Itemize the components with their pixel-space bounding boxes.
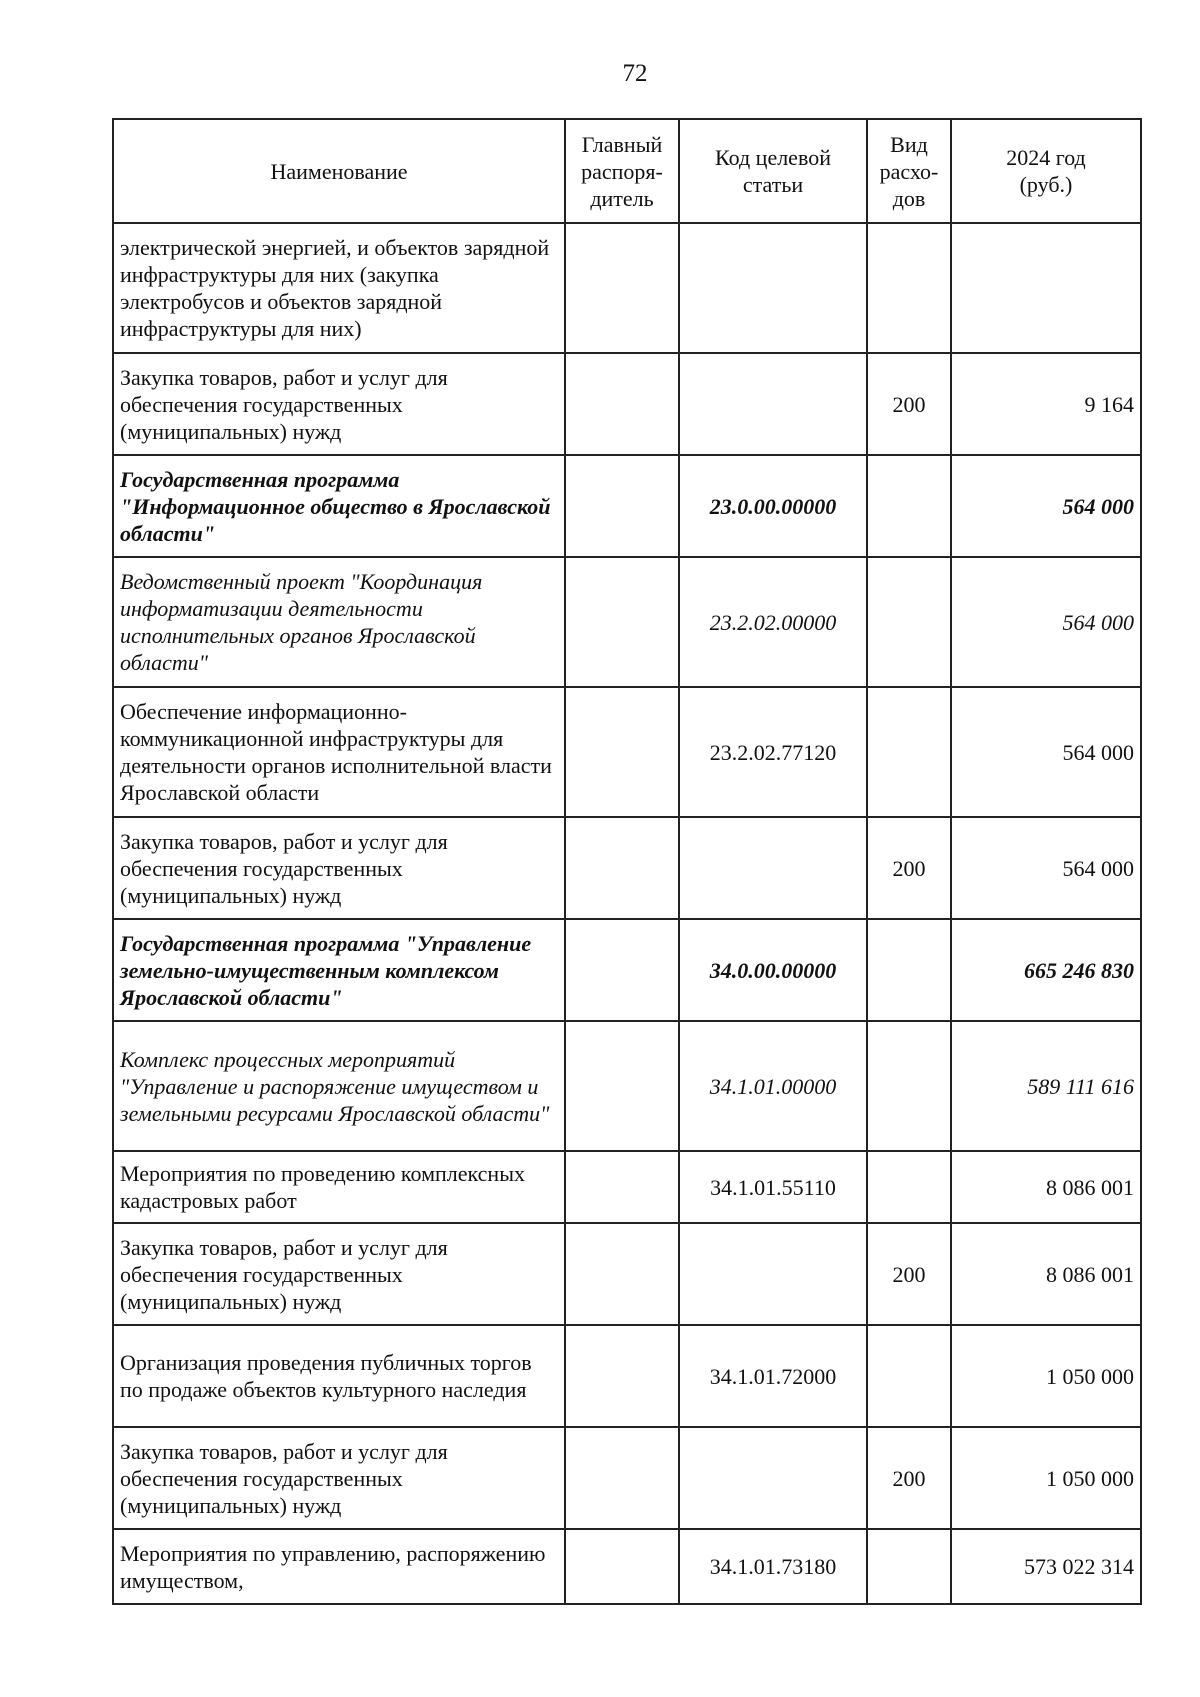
row-code-cell: 23.2.02.00000 <box>679 557 867 687</box>
row-amount-cell: 8 086 001 <box>951 1151 1141 1223</box>
row-manager-cell <box>565 817 679 919</box>
row-amount-cell: 8 086 001 <box>951 1223 1141 1325</box>
row-name-cell: Закупка товаров, работ и услуг для обеспечения государственных (муниципальных) нужд <box>113 1223 565 1325</box>
row-manager-cell <box>565 919 679 1021</box>
row-kind-cell <box>867 1151 951 1223</box>
header-kind: Вид расхо- дов <box>867 119 951 223</box>
row-manager-cell <box>565 1021 679 1151</box>
row-manager-cell <box>565 1223 679 1325</box>
table-row <box>113 1021 1141 1151</box>
row-amount-cell: 589 111 616 <box>951 1021 1141 1151</box>
row-code-cell: 34.1.01.72000 <box>679 1325 867 1427</box>
row-kind-cell: 200 <box>867 1427 951 1529</box>
page-number: 72 <box>622 60 648 87</box>
table-row <box>113 223 1141 353</box>
row-amount-cell: 564 000 <box>951 687 1141 817</box>
row-amount-cell: 1 050 000 <box>951 1325 1141 1427</box>
row-manager-cell <box>565 1427 679 1529</box>
row-code-cell: 34.0.00.00000 <box>679 919 867 1021</box>
header-name: Наименование <box>113 119 565 223</box>
row-amount-cell: 665 246 830 <box>951 919 1141 1021</box>
header-manager: Главный распоря- дитель <box>565 119 679 223</box>
row-name-cell: Ведомственный проект "Координация информатизации деятельности исполнительных органов Ярославской области" <box>113 557 565 687</box>
row-kind-cell <box>867 919 951 1021</box>
row-manager-cell <box>565 353 679 455</box>
row-manager-cell <box>565 557 679 687</box>
table-row <box>113 687 1141 817</box>
row-manager-cell <box>565 1151 679 1223</box>
row-kind-cell <box>867 455 951 557</box>
row-amount-cell: 573 022 314 <box>951 1529 1141 1604</box>
table-row <box>113 919 1141 1021</box>
row-name-cell: Государственная программа "Информационное общество в Ярославской области" <box>113 455 565 557</box>
table-header-row <box>113 119 1141 223</box>
row-manager-cell <box>565 455 679 557</box>
row-amount-cell: 1 050 000 <box>951 1427 1141 1529</box>
row-amount-cell: 564 000 <box>951 817 1141 919</box>
row-code-cell <box>679 223 867 353</box>
row-name-cell: Мероприятия по проведению комплексных кадастровых работ <box>113 1151 565 1223</box>
budget-table <box>112 118 1142 1605</box>
row-code-cell <box>679 1427 867 1529</box>
row-kind-cell <box>867 687 951 817</box>
row-name-cell: Закупка товаров, работ и услуг для обеспечения государственных (муниципальных) нужд <box>113 817 565 919</box>
row-kind-cell <box>867 1325 951 1427</box>
table-row <box>113 817 1141 919</box>
table-body <box>113 223 1141 1604</box>
row-amount-cell: 564 000 <box>951 557 1141 687</box>
row-amount-cell <box>951 223 1141 353</box>
row-code-cell <box>679 817 867 919</box>
row-name-cell: Мероприятия по управлению, распоряжению имуществом, <box>113 1529 565 1604</box>
row-code-cell: 34.1.01.00000 <box>679 1021 867 1151</box>
table-row <box>113 1325 1141 1427</box>
row-name-cell: Государственная программа "Управление земельно-имущественным комплексом Ярославской области" <box>113 919 565 1021</box>
header-code: Код целевой статьи <box>679 119 867 223</box>
row-kind-cell <box>867 557 951 687</box>
row-kind-cell <box>867 1021 951 1151</box>
row-amount-cell: 564 000 <box>951 455 1141 557</box>
row-code-cell: 34.1.01.73180 <box>679 1529 867 1604</box>
table-row <box>113 1223 1141 1325</box>
row-name-cell: Комплекс процессных мероприятий "Управление и распоряжение имуществом и земельными ресурсами Ярославской области" <box>113 1021 565 1151</box>
row-code-cell <box>679 1223 867 1325</box>
row-kind-cell <box>867 1529 951 1604</box>
row-name-cell: электрической энергией, и объектов зарядной инфраструктуры для них (закупка электробусов и объектов зарядной инфраструктуры для них) <box>113 223 565 353</box>
row-kind-cell: 200 <box>867 1223 951 1325</box>
row-amount-cell: 9 164 <box>951 353 1141 455</box>
row-manager-cell <box>565 1325 679 1427</box>
row-kind-cell: 200 <box>867 817 951 919</box>
row-code-cell <box>679 353 867 455</box>
row-manager-cell <box>565 1529 679 1604</box>
row-manager-cell <box>565 687 679 817</box>
row-name-cell: Закупка товаров, работ и услуг для обеспечения государственных (муниципальных) нужд <box>113 1427 565 1529</box>
table-row <box>113 557 1141 687</box>
table-row <box>113 1529 1141 1604</box>
row-code-cell: 23.0.00.00000 <box>679 455 867 557</box>
row-kind-cell <box>867 223 951 353</box>
row-name-cell: Закупка товаров, работ и услуг для обеспечения государственных (муниципальных) нужд <box>113 353 565 455</box>
table-row <box>113 1427 1141 1529</box>
row-name-cell: Обеспечение информационно-коммуникационной инфраструктуры для деятельности органов исполнительной власти Ярославской области <box>113 687 565 817</box>
row-kind-cell: 200 <box>867 353 951 455</box>
row-code-cell: 34.1.01.55110 <box>679 1151 867 1223</box>
row-manager-cell <box>565 223 679 353</box>
table-row <box>113 455 1141 557</box>
header-amount: 2024 год (руб.) <box>951 119 1141 223</box>
row-name-cell: Организация проведения публичных торгов по продаже объектов культурного наследия <box>113 1325 565 1427</box>
table-row <box>113 353 1141 455</box>
row-code-cell: 23.2.02.77120 <box>679 687 867 817</box>
table-row <box>113 1151 1141 1223</box>
